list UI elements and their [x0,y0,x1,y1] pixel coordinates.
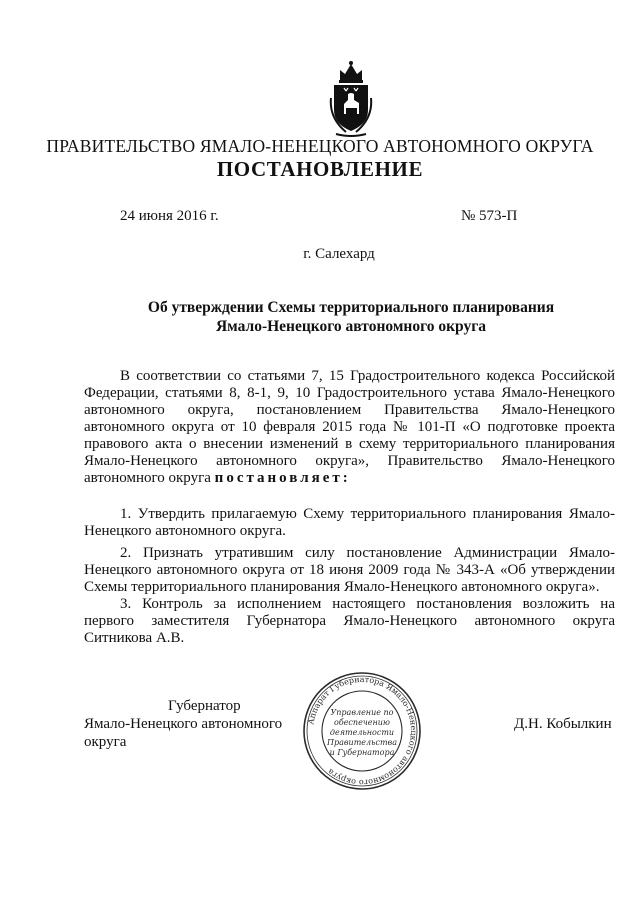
stamp-center-line: и Губернатора [329,748,395,757]
document-number: № 573-П [461,208,518,224]
coat-of-arms-icon [326,58,376,138]
decree-word: постановляет: [214,470,351,486]
stamp-center-line: деятельности [329,728,395,737]
preamble-line: Федерации, статьями 8, 8-1, 9, 10 Градостроительного устава Ямало-Ненецкого [84,385,615,401]
preamble-line: автономного округа от 10 февраля 2015 года № 101-П «О подготовке проекта [84,419,615,435]
item-line: Ненецкого автономного округа. [84,523,286,539]
preamble-line: автономного округа, постановлением Правительства Ямало-Ненецкого [84,402,615,418]
preamble-last-prefix: автономного округа [84,470,215,486]
item-line: первого заместителя Губернатора Ямало-Ненецкого автономного округа [84,613,615,629]
preamble-line: В соответствии со статьями 7, 15 Градостроительного кодекса Российской [120,368,615,384]
item-line: 1. Утвердить прилагаемую Схему территориального планирования Ямало- [120,506,615,522]
item-line: Ненецкого автономного округа от 18 июня 2009 года № 343-А «Об утверждении [84,562,615,578]
item-line: Схемы территориального планирования Ямало-Ненецкого автономного округа». [84,579,600,595]
government-name: ПРАВИТЕЛЬСТВО ЯМАЛО-НЕНЕЦКОГО АВТОНОМНОГО ОКРУГА [46,136,594,156]
preamble-paragraph [84,368,615,487]
preamble-line: правового акта о внесении изменений в схему территориального планирования [84,436,615,452]
preamble-line [84,470,615,487]
document-date: 24 июня 2016 г. [120,208,219,224]
item-line: 2. Признать утратившим силу постановление Администрации Ямало- [120,545,615,561]
document-subject [0,298,640,336]
stamp-center-line: Управление по [330,708,394,717]
document-title: ПОСТАНОВЛЕНИЕ [216,157,424,181]
item-line: 3. Контроль за исполнением настоящего постановления возложить на [120,596,615,612]
signatory-title [84,697,324,751]
item-line: Ситникова А.В. [84,630,185,646]
official-stamp-icon [301,670,423,792]
preamble-line: Ямало-Ненецкого автономного округа», Правительство Ямало-Ненецкого [84,453,615,469]
stamp-center-line: Правительства [327,738,397,747]
subject-line: Ямало-Ненецкого автономного округа [215,318,486,335]
signatory-name: Д.Н. Кобылкин [514,716,612,732]
stamp-ring-text: Аппарат Губернатора Ямало-Ненецкого автономного округа [306,674,419,788]
signatory-title-line: Губернатор [168,698,241,714]
item-1 [84,506,615,540]
stamp-center-line: обеспечению [334,718,390,727]
subject-line: Об утверждении Схемы территориального планирования [147,299,555,316]
signatory-title-line: Ямало-Ненецкого автономного округа [84,716,283,750]
item-3 [84,596,615,647]
document-city: г. Салехард [303,246,375,262]
item-2 [84,545,615,596]
